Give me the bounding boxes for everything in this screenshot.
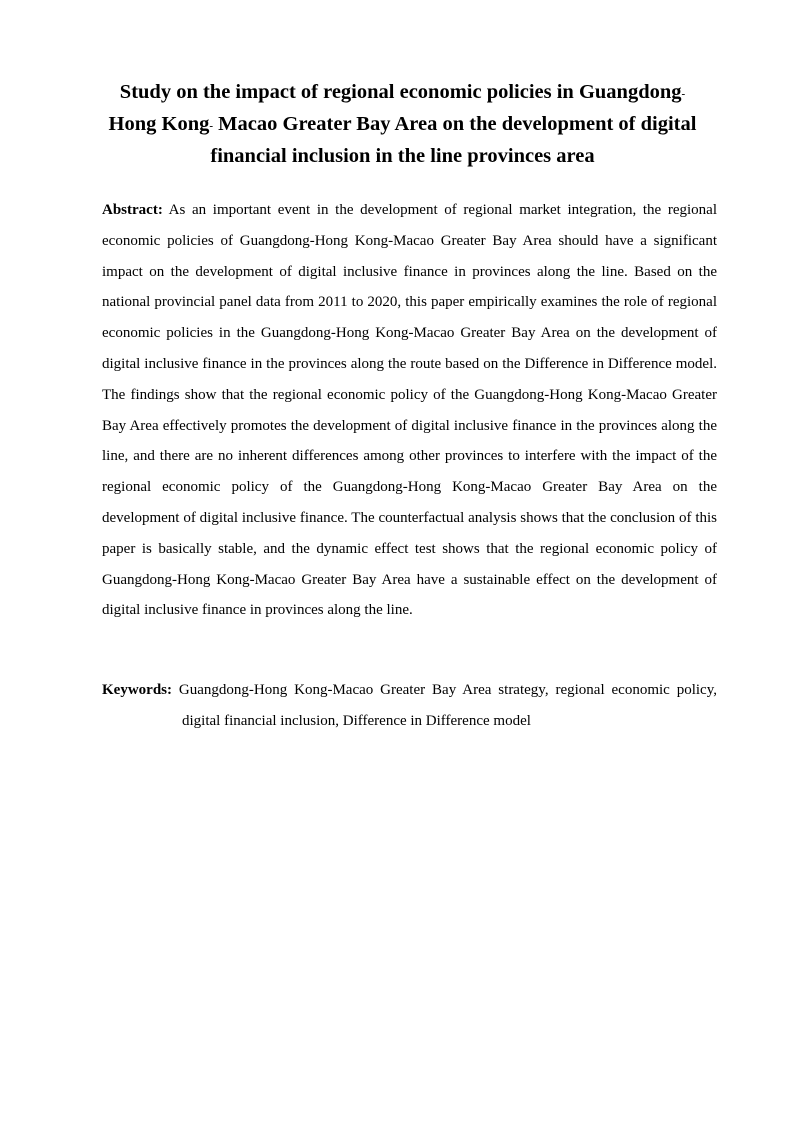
keywords-text: Guangdong-Hong Kong-Macao Greater Bay Area strategy, regional economic policy, digital financial inclusion, Difference in Difference model bbox=[178, 682, 717, 729]
title-part-3: Macao Greater Bay Area on the development of digital financial inclusion in the line provinces area bbox=[210, 113, 697, 167]
title-part-1: Study on the impact of regional economic policies in Guangdong bbox=[119, 81, 682, 103]
title-separator-1: - bbox=[681, 88, 686, 100]
title-part-2: Hong Kong bbox=[108, 113, 210, 135]
keywords-label: Keywords: bbox=[102, 682, 172, 698]
abstract-text: As an important event in the development of regional market integration, the regional economic policies of Guangdong-Hong Kong-Macao Greater Bay Area should have a significant impact on the development of digital inclusive finance in provinces along the line. Based on the national provincial panel data from 2011 to 2020, this paper empirically examines the role of regional economic policies in the Guangdong-Hong Kong-Macao Greater Bay Area on the development of digital inclusive finance in the provinces along the route based on the Difference in Difference model. The findings show that the regional economic policy of the Guangdong-Hong Kong-Macao Greater Bay Area effectively promotes the development of digital inclusive finance in the provinces along the line, and there are no inherent differences among other provinces to interfere with the impact of the regional economic policy of the Guangdong-Hong Kong-Macao Greater Bay Area on the development of digital inclusive finance. The counterfactual analysis shows that the conclusion of this paper is basically stable, and the dynamic effect test shows that the regional economic policy of Guangdong-Hong Kong-Macao Greater Bay Area have a sustainable effect on the development of digital inclusive finance in provinces along the line. bbox=[102, 202, 717, 619]
keywords-section bbox=[102, 675, 717, 737]
paper-title bbox=[90, 78, 715, 171]
abstract-label: Abstract: bbox=[102, 202, 163, 218]
abstract-section bbox=[102, 195, 717, 626]
title-separator-2: - bbox=[209, 120, 214, 132]
